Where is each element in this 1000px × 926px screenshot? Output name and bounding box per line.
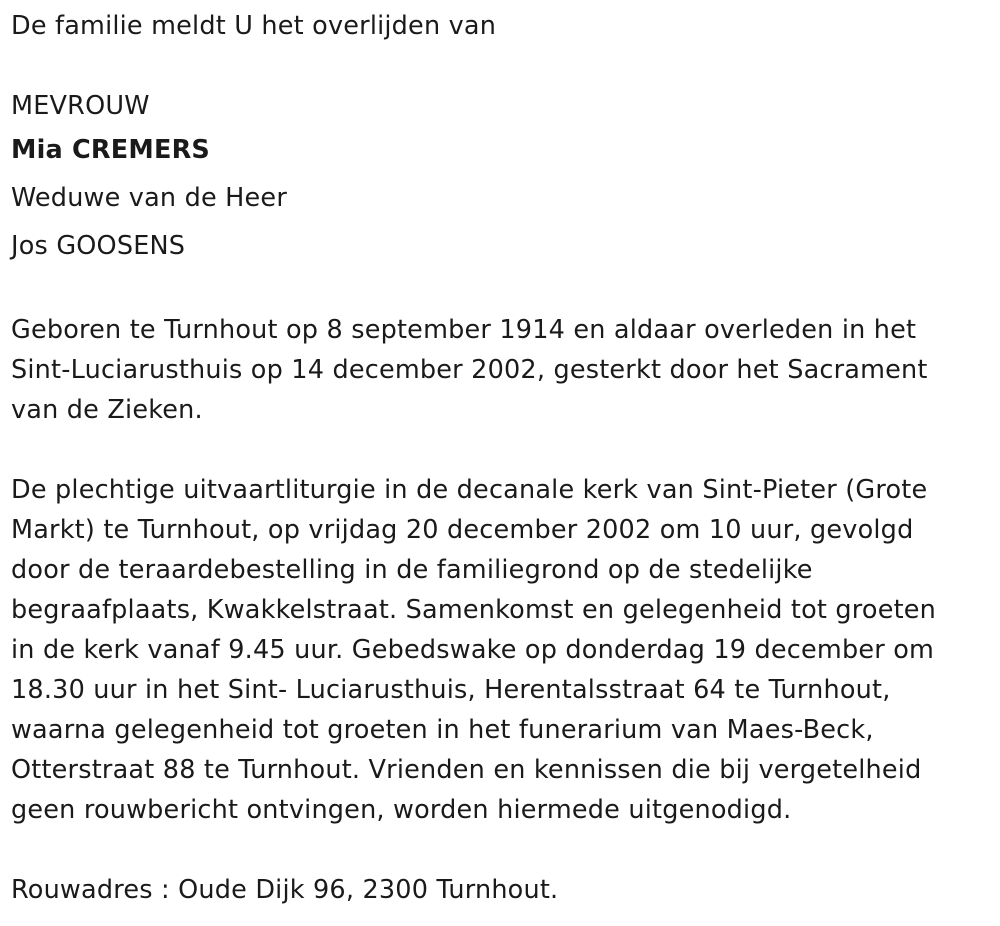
paragraph-line: waarna gelegenheid tot groeten in het funerarium van Maes-Beck, xyxy=(11,715,874,745)
paragraph-line: begraafplaats, Kwakkelstraat. Samenkomst en gelegenheid tot groeten xyxy=(11,595,937,625)
paragraph-line: Otterstraat 88 te Turnhout. Vrienden en kennissen die bij vergetelheid xyxy=(11,755,922,785)
mourning-address: Rouwadres : Oude Dijk 96, 2300 Turnhout. xyxy=(11,875,559,905)
ceremony-paragraph xyxy=(11,470,991,830)
spouse-name: Jos GOOSENS xyxy=(11,231,186,261)
spacer xyxy=(11,830,991,870)
spacer xyxy=(11,430,991,470)
paragraph-line: Sint-Luciarusthuis op 14 december 2002, gesterkt door het Sacrament xyxy=(11,355,928,385)
relation-line: Weduwe van de Heer xyxy=(11,183,288,213)
paragraph-line: Geboren te Turnhout op 8 september 1914 en aldaar overleden in het xyxy=(11,315,917,345)
paragraph-line: van de Zieken. xyxy=(11,395,203,425)
death-notice xyxy=(11,6,991,910)
paragraph-line: geen rouwbericht ontvingen, worden hiermede uitgenodigd. xyxy=(11,795,792,825)
paragraph-line: 18.30 uur in het Sint- Luciarusthuis, Herentalsstraat 64 te Turnhout, xyxy=(11,675,891,705)
spacer xyxy=(11,270,991,310)
paragraph-line: door de teraardebestelling in de familiegrond op de stedelijke xyxy=(11,555,813,585)
paragraph-line: De plechtige uitvaartliturgie in de decanale kerk van Sint-Pieter (Grote xyxy=(11,475,928,505)
paragraph-line: in de kerk vanaf 9.45 uur. Gebedswake op donderdag 19 december om xyxy=(11,635,935,665)
birth-death-paragraph xyxy=(11,310,991,430)
honorific-title: MEVROUW xyxy=(11,91,150,121)
spacer xyxy=(11,46,991,86)
paragraph-line: Markt) te Turnhout, op vrijdag 20 december 2002 om 10 uur, gevolgd xyxy=(11,515,914,545)
intro-line: De familie meldt U het overlijden van xyxy=(11,11,497,41)
deceased-name: Mia CREMERS xyxy=(11,135,210,165)
